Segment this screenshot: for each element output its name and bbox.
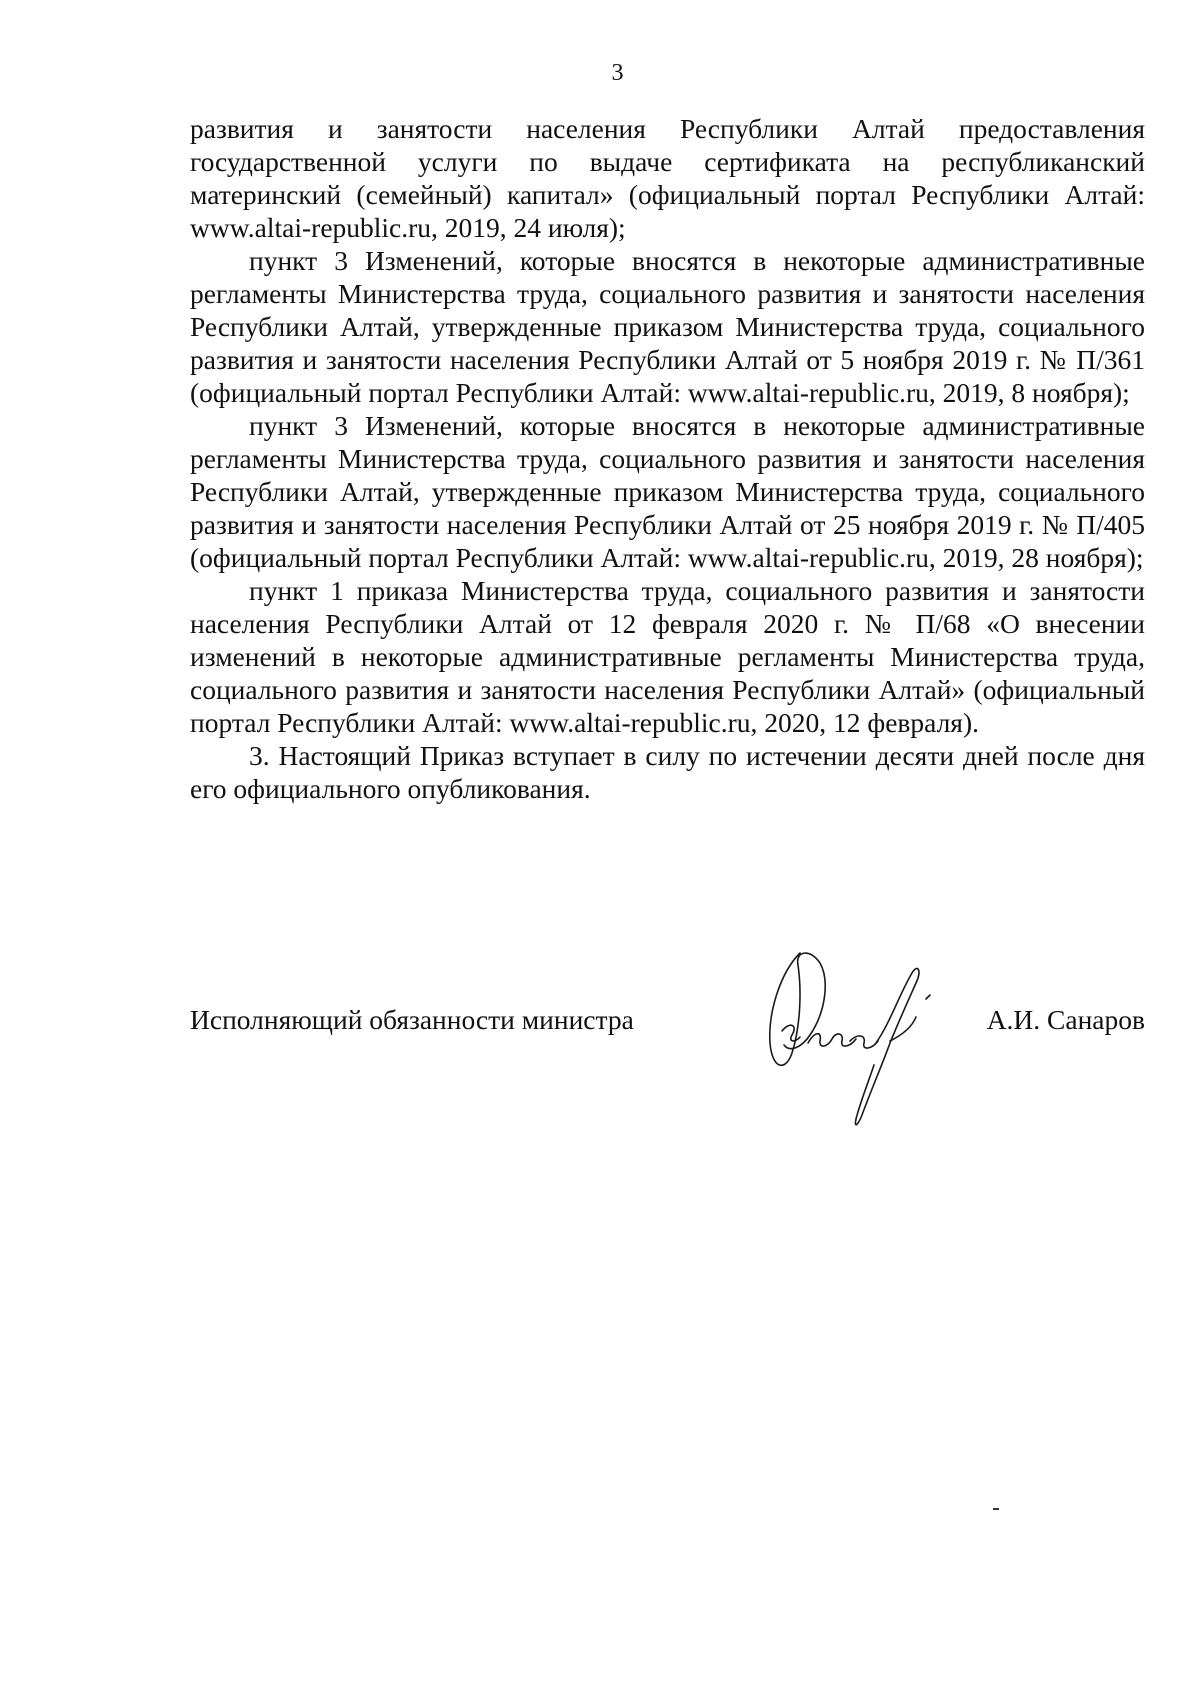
page-number: 3 [611,60,624,86]
paragraph-item-405: пункт 3 Изменений, которые вносятся в некоторые административные регламенты Министерства труда, социального развития и занятости населения Республики Алтай, утвержденные приказом Министерства труда, социального развития и занятости населения Республики Алтай от 25 ноября 2019 г. № П/405 (официальный портал Республики Алтай: www.altai-republic.ru, 2019, 28 ноября); [190,410,1145,573]
signature-block [190,1003,1145,1183]
document-body [190,112,1145,805]
paragraph-item-68: пункт 1 приказа Министерства труда, социального развития и занятости населения Республики Алтай от 12 февраля 2020 г. № П/68 «О внесении изменений в некоторые административные регламенты Министерства труда, социального развития и занятости населения Республики Алтай» (официальный портал Республики Алтай: www.altai-republic.ru, 2020, 12 февраля). [190,575,1145,738]
paragraph-item-361: пункт 3 Изменений, которые вносятся в некоторые административные регламенты Министерства труда, социального развития и занятости населения Республики Алтай, утвержденные приказом Министерства труда, социального развития и занятости населения Республики Алтай от 5 ноября 2019 г. № П/361 (официальный портал Республики Алтай: www.altai-republic.ru, 2019, 8 ноября); [190,245,1145,408]
signer-title: Исполняющий обязанности министра [190,1004,634,1035]
paragraph-effective-date: 3. Настоящий Приказ вступает в силу по истечении десяти дней после дня его официального опубликования. [190,740,1145,804]
handwritten-signature [740,943,970,1143]
signer-name: А.И. Санаров [986,1004,1145,1035]
paragraph-continuation: развития и занятости населения Республики Алтай предоставления государственной услуги по выдаче сертификата на республиканский материнский (семейный) капитал» (официальный портал Республики Алтай: www.altai-republic.ru, 2019, 24 июля); [190,113,1145,243]
scan-speck [993,1508,999,1510]
